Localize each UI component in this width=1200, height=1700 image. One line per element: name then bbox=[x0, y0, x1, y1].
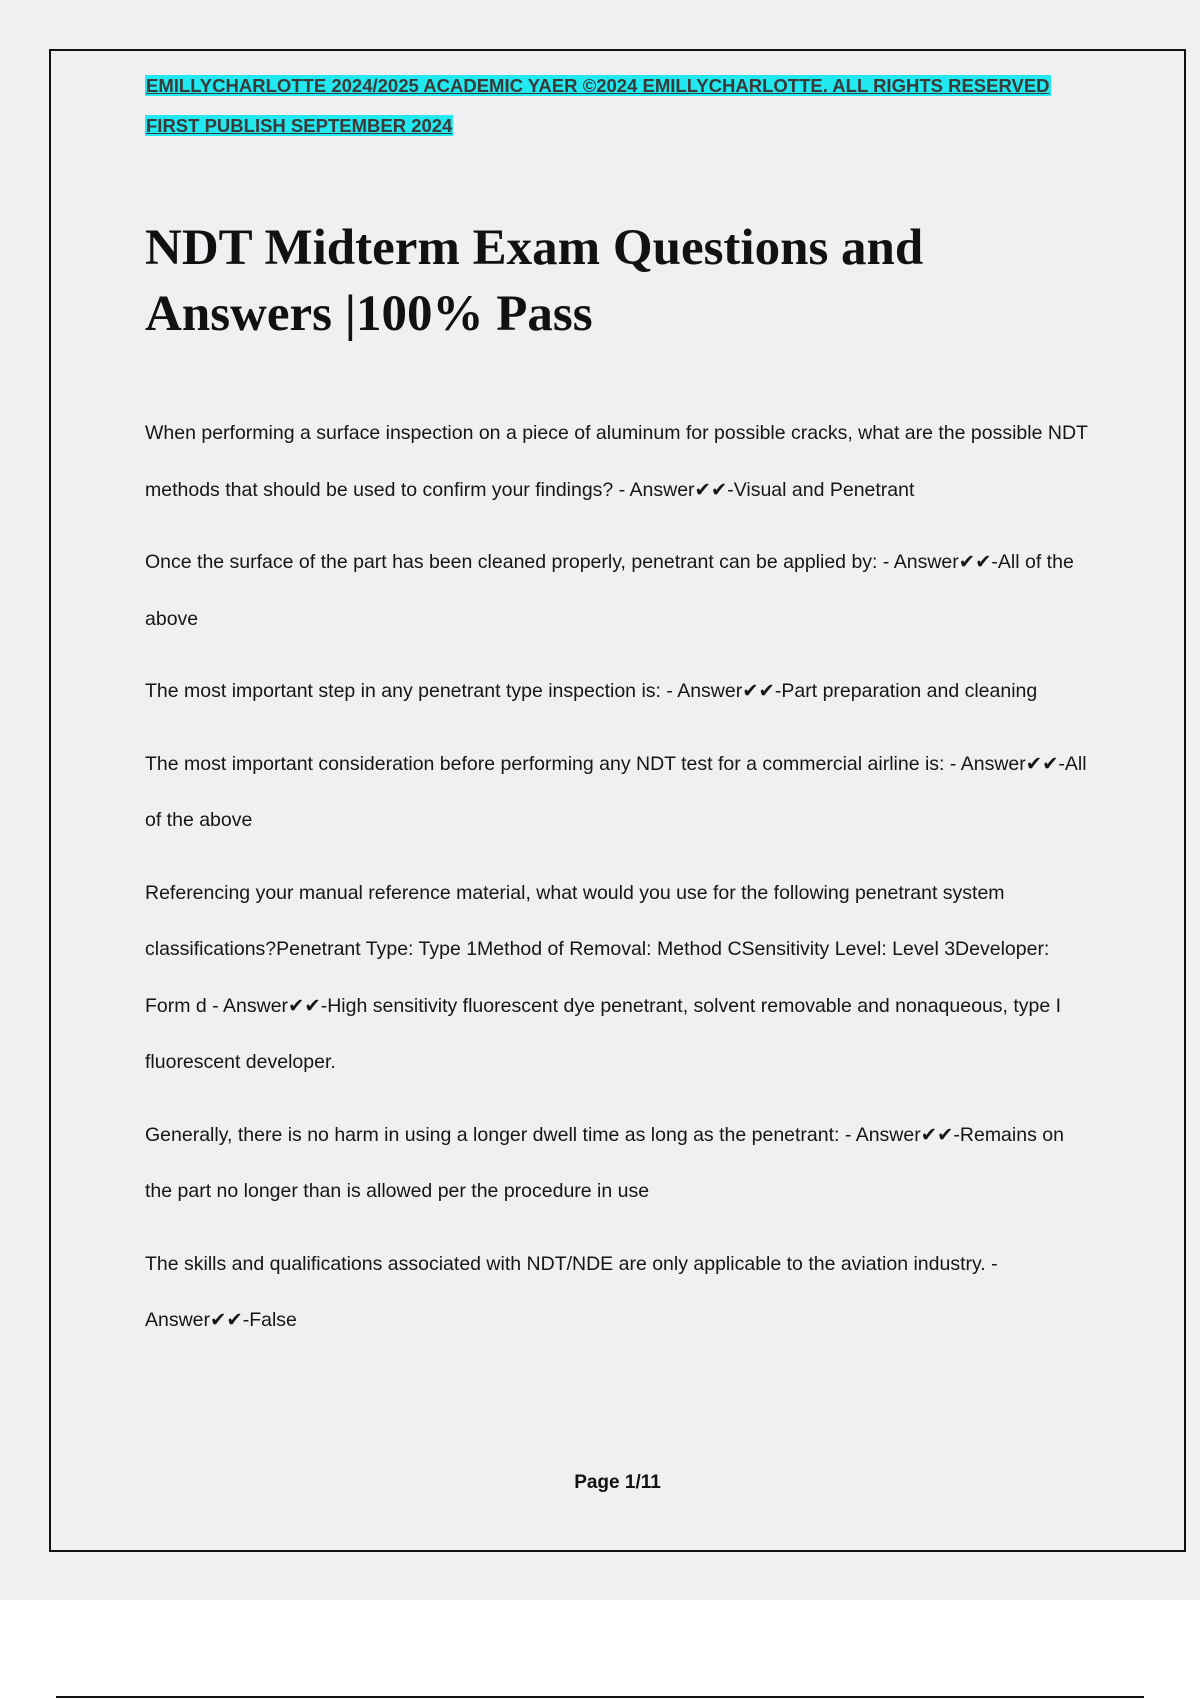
qa-item: The most important consideration before performing any NDT test for a commercial airline is: - Answer✔✔-All of the above bbox=[145, 752, 1087, 831]
qa-item: When performing a surface inspection on a piece of aluminum for possible cracks, what are the possible NDT methods that should be used to confirm your findings? - Answer✔✔-Visual and Penetrant bbox=[145, 422, 1088, 501]
qa-item: Once the surface of the part has been cleaned properly, penetrant can be applied by: - Answer✔✔-All of the above bbox=[145, 551, 1074, 630]
publish-date-header bbox=[145, 115, 453, 137]
qa-item: Referencing your manual reference material, what would you use for the following penetrant system classifications?Penetrant Type: Type 1Method of Removal: Method CSensitivity Level: Level 3Developer: Form d - Answer✔✔-High sensitivity fluorescent dye penetrant, solvent removable and nonaqueous, type I fluorescent developer. bbox=[145, 881, 1062, 1073]
copyright-header bbox=[145, 75, 1051, 97]
qa-item: The skills and qualifications associated with NDT/NDE are only applicable to the aviation industry. - Answer✔✔-False bbox=[145, 1252, 998, 1331]
page-number: Page 1/11 bbox=[574, 1472, 661, 1493]
qa-item: Generally, there is no harm in using a longer dwell time as long as the penetrant: - Answer✔✔-Remains on the part no longer than is allowed per the procedure in use bbox=[145, 1123, 1064, 1202]
publish-date-text: FIRST PUBLISH SEPTEMBER 2024 bbox=[146, 115, 453, 136]
document-title: NDT Midterm Exam Questions and Answers |100% Pass bbox=[145, 220, 924, 342]
copyright-header-text: EMILLYCHARLOTTE 2024/2025 ACADEMIC YAER ©2024 EMILLYCHARLOTTE. ALL RIGHTS RESERVED bbox=[146, 75, 1050, 96]
qa-item: The most important step in any penetrant type inspection is: - Answer✔✔-Part preparation and cleaning bbox=[145, 680, 1038, 702]
next-page-divider bbox=[56, 1696, 1144, 1698]
qa-list bbox=[145, 405, 1095, 1365]
